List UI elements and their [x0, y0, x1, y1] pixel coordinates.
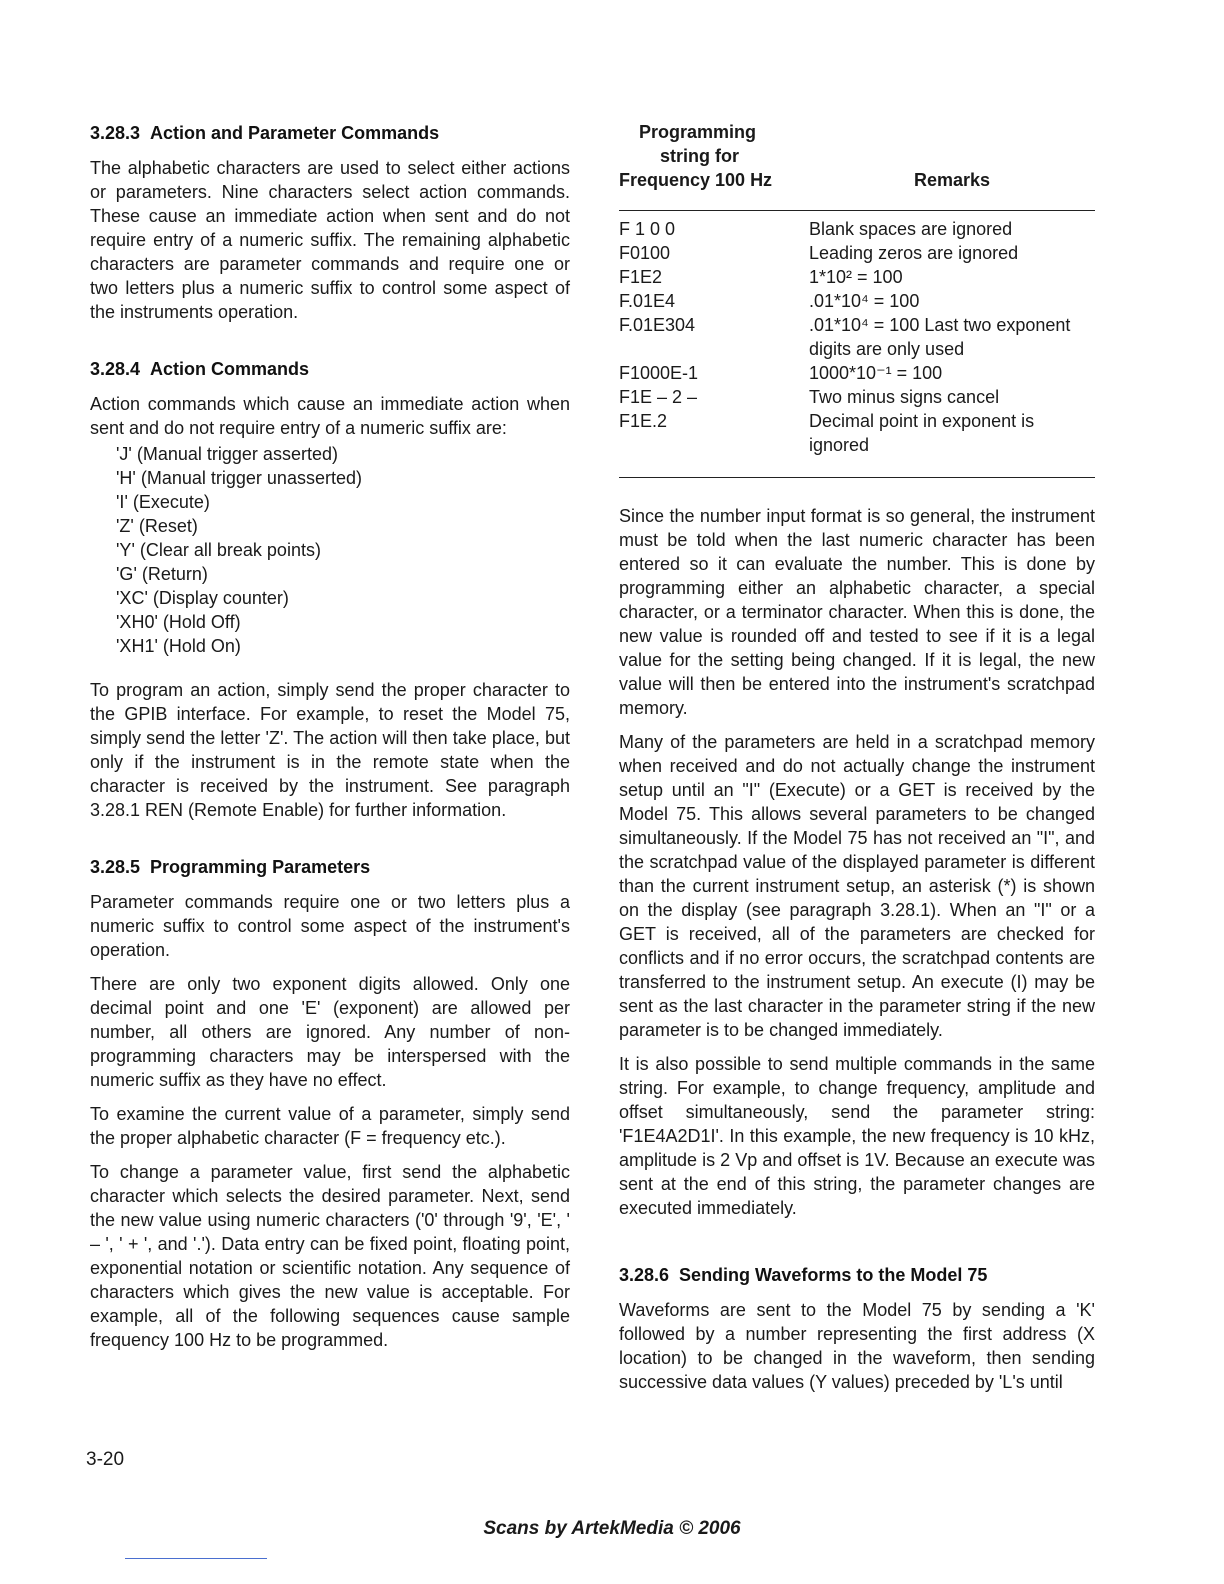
section-number: 3.28.6: [619, 1265, 670, 1285]
section-heading-3-28-5: [90, 854, 570, 880]
section-title: Programming Parameters: [150, 857, 371, 877]
cell-programming-string: F1E2: [619, 267, 663, 287]
cell-remark: Two minus signs cancel: [809, 387, 1000, 407]
right-column: [619, 120, 1095, 1404]
list-item: 'XC' (Display counter): [116, 588, 289, 608]
section-title: Action and Parameter Commands: [150, 123, 440, 143]
section-number: 3.28.3: [90, 123, 141, 143]
table-row: [619, 289, 1095, 313]
page-number: 3-20: [86, 1449, 125, 1470]
paragraph: There are only two exponent digits allowed. Only one decimal point and one 'E' (exponent) are allowed per number, all others are ignored. Any number of non-programming characters may be interspersed with the numeric suffix as they have no effect.: [90, 974, 570, 1090]
paragraph: To change a parameter value, first send the alphabetic character which selects the desired parameter. Next, send the new value using numeric characters ('0' through '9', 'E', ' – ', ' + ', and '.'). Data entry can be fixed point, floating point, exponential notation or scientific notation. Any sequence of characters which gives the new value is acceptable. For example, all of the following sequences cause sample frequency 100 Hz to be programmed.: [90, 1162, 570, 1350]
list-item: 'I' (Execute): [116, 492, 210, 512]
paragraph: Waveforms are sent to the Model 75 by sending a 'K' followed by a number representing the first address (X location) to be changed in the waveform, then sending successive data values (Y values) preceded by 'L's until: [619, 1300, 1095, 1392]
cell-remark: .01*10⁴ = 100 Last two exponent digits are only used: [809, 315, 1071, 359]
list-item: 'G' (Return): [116, 564, 208, 584]
cell-programming-string: F0100: [619, 243, 671, 263]
section-heading-3-28-4: [90, 356, 570, 382]
cell-programming-string: F.01E4: [619, 291, 676, 311]
scan-credit: Scans by ArtekMedia © 2006: [483, 1518, 741, 1539]
paragraph: Since the number input format is so general, the instrument must be told when the last numeric character has been entered so it can evaluate the number. This is done by programming either an alphabetic character, a special character, or a terminator character. When this is done, the new value is rounded off and tested to see if it is a legal value for the setting being changed. If it is legal, the new value will then be entered into the instrument's scratchpad memory.: [619, 506, 1095, 718]
paragraph: Parameter commands require one or two letters plus a numeric suffix to control some aspect of the instrument's operation.: [90, 892, 570, 960]
header-programming-string: [619, 120, 809, 192]
header-line: Programming: [639, 122, 757, 142]
cell-remark: 1*10² = 100: [809, 267, 903, 287]
list-item: 'XH1' (Hold On): [116, 636, 241, 656]
section-heading-3-28-3: [90, 120, 570, 146]
table-row: [619, 313, 1095, 361]
table-row: [619, 265, 1095, 289]
table-row: [619, 361, 1095, 385]
list-item: 'Y' (Clear all break points): [116, 540, 321, 560]
paragraph: It is also possible to send multiple commands in the same string. For example, to change frequency, amplitude and offset simultaneously, send the parameter string: 'F1E4A2D1I'. In this example, the new frequency is 10 kHz, amplitude is 2 Vp and offset is 1V. Because an execute was sent at the end of this string, the parameter changes are executed immediately.: [619, 1054, 1095, 1218]
paragraph: Many of the parameters are held in a scratchpad memory when received and do not actually change the instrument setup until an "I" (Execute) or a GET is received by the Model 75. This allows several parameters to be changed simultaneously. If the Model 75 has not received an "I", and the scratchpad value of the displayed parameter is different than the current instrument setup, an asterisk (*) is shown on the display (see paragraph 3.28.1). When an "I" or a GET is received, all of the parameters are checked for conflicts and if no error occurs, the scratchpad contents are transferred to the instrument setup. An execute (I) may be sent as the last character in the parameter string if the new parameter is to be changed immediately.: [619, 732, 1095, 1040]
section-number: 3.28.5: [90, 857, 141, 877]
section-number: 3.28.4: [90, 359, 141, 379]
footer-link-underline: [125, 1558, 267, 1559]
header-line: Frequency 100 Hz: [619, 170, 773, 190]
paragraph: To examine the current value of a parameter, simply send the proper alphabetic character (F = frequency etc.).: [90, 1104, 570, 1148]
table-rule-bottom: [619, 477, 1095, 478]
cell-programming-string: F1000E-1: [619, 363, 699, 383]
action-command-list: [116, 442, 570, 658]
header-line: string for: [660, 146, 739, 166]
programming-table: [619, 120, 1095, 478]
cell-programming-string: F1E.2: [619, 411, 668, 431]
cell-programming-string: F1E – 2 –: [619, 387, 698, 407]
section-title: Sending Waveforms to the Model 75: [679, 1265, 988, 1285]
table-row: [619, 409, 1095, 457]
cell-remark: Decimal point in exponent is ignored: [809, 411, 1035, 455]
cell-remark: Blank spaces are ignored: [809, 219, 1013, 239]
section-title: Action Commands: [150, 359, 310, 379]
cell-programming-string: F.01E304: [619, 315, 696, 335]
table-header: [619, 120, 1095, 192]
cell-programming-string: F 1 0 0: [619, 219, 676, 239]
cell-remark: 1000*10⁻¹ = 100: [809, 363, 943, 383]
list-item: 'H' (Manual trigger unasserted): [116, 468, 362, 488]
list-item: 'Z' (Reset): [116, 516, 198, 536]
header-remarks: Remarks: [913, 170, 991, 190]
table-row: [619, 385, 1095, 409]
cell-remark: .01*10⁴ = 100: [809, 291, 920, 311]
left-column: [90, 120, 570, 1362]
list-item: 'J' (Manual trigger asserted): [116, 444, 338, 464]
table-row: [619, 241, 1095, 265]
list-item: 'XH0' (Hold Off): [116, 612, 241, 632]
section-heading-3-28-6: [619, 1262, 1095, 1288]
cell-remark: Leading zeros are ignored: [809, 243, 1019, 263]
table-row: [619, 217, 1095, 241]
paragraph: To program an action, simply send the proper character to the GPIB interface. For example, to reset the Model 75, simply send the letter 'Z'. The action will then take place, but only if the instrument is in the remote state when the character is received by the instrument. See paragraph 3.28.1 REN (Remote Enable) for further information.: [90, 680, 570, 820]
paragraph: The alphabetic characters are used to select either actions or parameters. Nine characters select action commands. These cause an immediate action when sent and do not require entry of a numeric suffix. The remaining alphabetic characters are parameter commands and require one or two letters plus a numeric suffix to control some aspect of the instruments operation.: [90, 158, 570, 322]
table-rule-top: [619, 210, 1095, 211]
paragraph: Action commands which cause an immediate action when sent and do not require entry of a numeric suffix are:: [90, 394, 570, 438]
